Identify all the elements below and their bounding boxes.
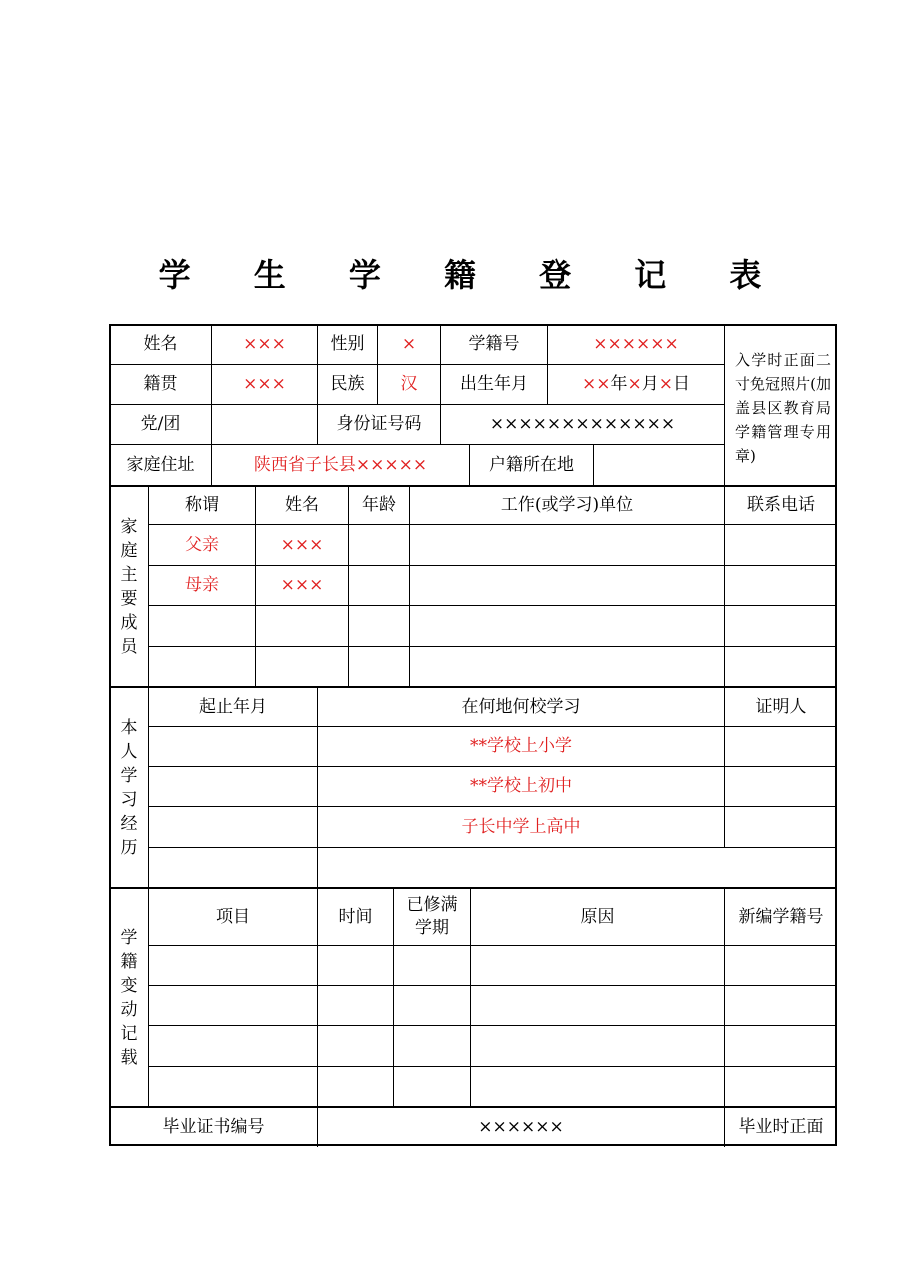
address-value: 陕西省子长县××××× <box>253 454 428 475</box>
study-row-school: **学校上小学 <box>470 736 572 757</box>
family-row-name: ××× <box>280 534 324 555</box>
native-place-label: 籍贯 <box>143 374 178 395</box>
id-number-value: ××××××××××××× <box>489 414 676 435</box>
native-place-value: ××× <box>243 374 286 395</box>
family-row-relation: 父亲 <box>185 534 219 555</box>
graduation-cert-value: ×××××× <box>478 1116 564 1137</box>
changes-header-reason: 原因 <box>580 906 615 927</box>
changes-header-item: 项目 <box>216 906 250 927</box>
gender-label: 性别 <box>330 334 365 355</box>
student-no-value: ×××××× <box>593 334 679 355</box>
family-row-name: ××× <box>280 575 324 596</box>
family-header-work: 工作(或学习)单位 <box>500 495 634 516</box>
graduation-photo-label: 毕业时正面 <box>738 1116 824 1137</box>
page-title: 学 生 学 籍 登 记 表 <box>158 256 788 294</box>
graduation-cert-label: 毕业证书编号 <box>162 1116 265 1137</box>
address-label: 家庭住址 <box>126 454 195 475</box>
id-number-label: 身份证号码 <box>336 414 422 435</box>
study-header-school: 在何地何校学习 <box>461 696 581 717</box>
hukou-label: 户籍所在地 <box>489 454 574 475</box>
study-row-school: 子长中学上高中 <box>461 816 581 837</box>
study-header-period: 起止年月 <box>199 696 267 717</box>
family-header-name: 姓名 <box>285 495 319 516</box>
gender-value: × <box>401 334 417 355</box>
study-section-label: 本人学习经历 <box>120 717 138 858</box>
study-header-witness: 证明人 <box>755 696 807 717</box>
family-header-relation: 称谓 <box>185 495 219 516</box>
changes-section-label: 学籍变动记载 <box>120 927 138 1068</box>
ethnic-value: 汉 <box>400 374 418 395</box>
birth-value: ×× 年 × 月 × 日 <box>582 374 690 395</box>
changes-header-new-no: 新编学籍号 <box>738 906 824 927</box>
changes-header-semesters: 已修满学期 <box>406 895 458 938</box>
name-label: 姓名 <box>143 334 178 355</box>
study-row-school: **学校上初中 <box>470 776 572 797</box>
birth-label: 出生年月 <box>460 374 528 395</box>
party-label: 党/团 <box>140 414 181 435</box>
family-header-phone: 联系电话 <box>747 495 815 516</box>
family-section-label: 家庭主要成员 <box>120 516 138 657</box>
changes-header-time: 时间 <box>338 906 373 927</box>
photo-note: 入学时正面二寸免冠照片(加盖县区教育局学籍管理专用章) <box>735 351 831 465</box>
name-value: ××× <box>243 334 286 355</box>
family-row-relation: 母亲 <box>185 575 219 596</box>
student-no-label: 学籍号 <box>468 334 520 355</box>
ethnic-label: 民族 <box>330 374 365 395</box>
family-header-age: 年龄 <box>362 495 396 516</box>
